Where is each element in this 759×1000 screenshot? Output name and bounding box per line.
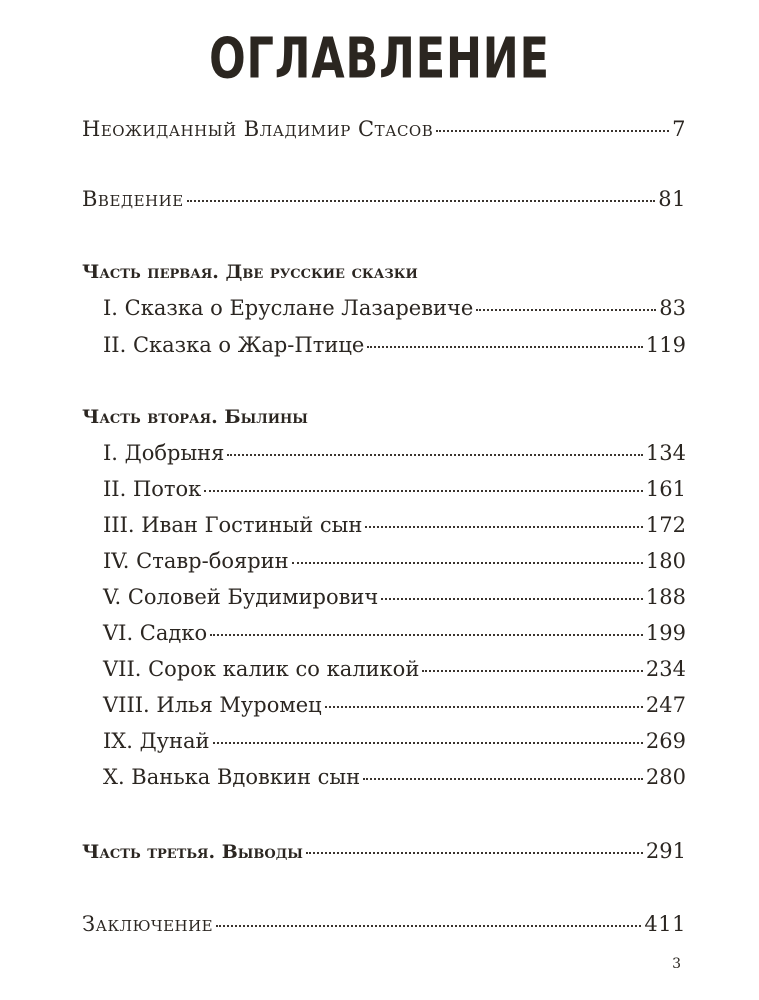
toc-entry-part2-10[interactable] [103,764,686,790]
dot-leader [292,562,643,564]
toc-entry-part3[interactable] [82,838,686,865]
toc-entry-page: 134 [645,441,686,465]
page-title: ОГЛАВЛЕНИЕ [209,26,550,91]
toc-entry-label: Заключение [82,912,214,936]
toc-entry-label: IX. Дунай [103,729,210,753]
toc-entry-label: IV. Ставр-боярин [103,549,289,573]
toc-entry-conclusion[interactable] [82,911,686,937]
dot-leader [210,634,643,636]
toc-entry-label: II. Сказка о Жар-Птице [103,333,365,357]
dot-leader [363,778,643,780]
toc-entry-label: VI. Садко [103,621,208,645]
toc-entry-page: 280 [645,765,686,789]
dot-leader [476,309,656,311]
toc-entry-part2-5[interactable] [103,584,686,610]
toc-entry-page: 199 [645,621,686,645]
toc-entry-page: 161 [645,477,686,501]
dot-leader [381,598,643,600]
toc-entry-part2-6[interactable] [103,620,686,646]
dot-leader [306,852,643,854]
toc-entry-part2-3[interactable] [103,512,686,538]
toc-entry-label: Часть третья. Выводы [82,841,303,863]
toc-entry-part2-8[interactable] [103,692,686,718]
toc-entry-page: 269 [645,729,686,753]
dot-leader [187,200,656,202]
toc-entry-page: 247 [645,693,686,717]
toc-entry-part1-2[interactable] [103,332,686,358]
toc-entry-label: I. Сказка о Еруслане Лазаревиче [103,296,474,320]
toc-entry-page: 188 [645,585,686,609]
part-heading-2: Часть вторая. Былины [82,406,308,428]
dot-leader [365,526,643,528]
toc-entry-label: V. Соловей Будимирович [103,585,379,609]
toc-entry-part2-9[interactable] [103,728,686,754]
toc-entry-label: VIII. Илья Муромец [103,693,322,717]
toc-entry-page: 81 [658,187,686,211]
dot-leader [216,925,641,927]
toc-entry-page: 234 [645,657,686,681]
toc-entry-label: Введение [82,187,184,211]
dot-leader [204,490,643,492]
toc-entry-label: III. Иван Гостиный сын [103,513,363,537]
toc-entry-part2-1[interactable] [103,440,686,466]
toc-entry-label: X. Ванька Вдовкин сын [103,765,361,789]
toc-entry-page: 180 [645,549,686,573]
toc-entry-page: 83 [659,296,686,320]
toc-entry-label: I. Добрыня [103,441,225,465]
toc-entry-intro[interactable] [82,116,686,142]
toc-entry-preface[interactable] [82,186,686,212]
toc-entry-page: 119 [645,333,686,357]
toc-entry-label: Неожиданный Владимир Стасов [82,117,434,141]
dot-leader [422,670,643,672]
toc-entry-page: 291 [645,839,686,863]
toc-entry-label: II. Поток [103,477,202,501]
toc-entry-part2-7[interactable] [103,656,686,682]
page-number: 3 [672,956,681,972]
toc-entry-page: 7 [672,117,686,141]
toc-entry-page: 172 [645,513,686,537]
part-heading-1: Часть первая. Две русские сказки [82,261,418,283]
toc-entry-page: 411 [644,912,686,936]
toc-entry-part1-1[interactable] [103,295,686,321]
dot-leader [436,130,669,132]
dot-leader [367,346,643,348]
toc-entry-label: VII. Сорок калик со каликой [103,657,420,681]
toc-entry-part2-4[interactable] [103,548,686,574]
toc-entry-part2-2[interactable] [103,476,686,502]
dot-leader [227,454,643,456]
dot-leader [213,742,643,744]
dot-leader [325,706,643,708]
